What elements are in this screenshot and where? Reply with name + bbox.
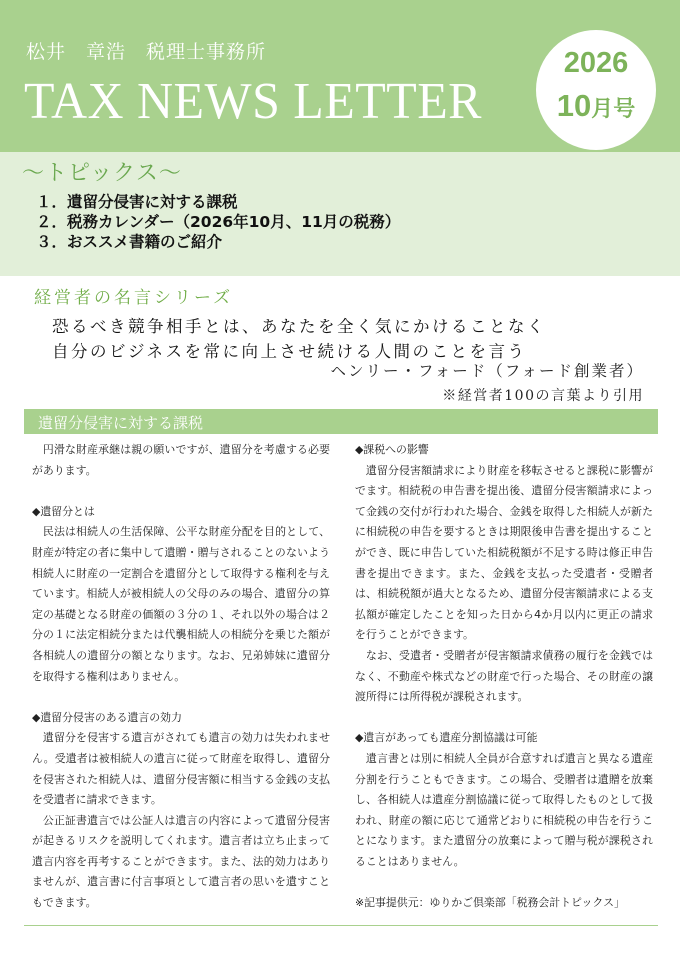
- section-title: 遺留分侵害に対する課税: [38, 414, 204, 432]
- header-banner: [0, 0, 680, 152]
- quote-author: ヘンリー・フォード（フォード創業者）: [330, 362, 644, 380]
- issue-month: [536, 88, 656, 124]
- quote-source: ※経営者100の言葉より引用: [442, 388, 644, 404]
- issue-year: 2026: [563, 47, 629, 79]
- quote-series-label: 経営者の名言シリーズ: [34, 288, 234, 308]
- article-intro: 円滑な財産承継は親の願いですが、遺留分を考慮する必要があります。: [32, 443, 330, 477]
- topics-panel: [0, 152, 680, 276]
- article-paragraph: 公正証書遺言では公証人は遺言の内容によって遺留分侵害が起きるリスクを説明してくれます。遺言者は立ち止まって遺言内容を再考することができます。また、法的効力はありませんが、遺言書に付言事項として遺言者の思いを遺すこともできます。: [32, 813, 330, 910]
- topics-title: ～トピックス～: [22, 161, 182, 186]
- article-subheading: ◆遺留分侵害のある遺言の効力: [32, 710, 182, 724]
- topic-item: ３．おススメ書籍のご紹介: [36, 233, 223, 251]
- topics-list: [36, 192, 400, 252]
- topic-item: ２．税務カレンダー（2026年10月、11月の税務）: [36, 213, 401, 231]
- article-paragraph: 遺留分を侵害する遺言がされても遺言の効力は失われません。受遺者は被相続人の遺言に従って財産を取得し、遺留分を侵害された相続人は、遺留分侵害額に相当する金銭の支払を受遺者に請求できます。: [32, 731, 330, 807]
- issue-month-number: 10: [556, 88, 592, 123]
- issue-badge: [536, 30, 656, 150]
- quote-line-1: 恐るべき競争相手とは、あなたを全く気にかけることなく: [52, 317, 546, 336]
- article-paragraph: なお、受遺者・受贈者が侵害額請求債務の履行を金銭ではなく、不動産や株式などの財産で行った場合、その財産の譲渡所得には所得税が課税されます。: [355, 648, 653, 704]
- office-name: 松井 章浩 税理士事務所: [26, 41, 267, 63]
- article-credit: ※記事提供元：ゆりかご倶楽部「税務会計トピックス」: [355, 896, 625, 910]
- section-heading-bar: [24, 409, 658, 434]
- article-paragraph: 民法は相続人の生活保障、公平な財産分配を目的として、財産が特定の者に集中して遺贈・贈与されることのないよう相続人に財産の一定割合を遺留分として取得する権利を与えています。相続人が被相続人の父母のみの場合、遺留分の算定の基礎となる財産の価額の３分の１、それ以外の場合は２分の１に法定相続分または代襲相続人の相続分を乗じた額が各相続人の遺留分の額となります。なお、兄弟姉妹に遺留分を取得する権利はありません。: [32, 525, 330, 683]
- article-paragraph: 遺留分侵害額請求により財産を移転させると課税に影響がでます。相続税の申告書を提出後、遺留分侵害額請求によって金銭の交付が行われた場合、金銭を取得した相続人が新たに相続税の申告を要するときは期限後申告書を提出することができ、既に申告していた相続税額が不足する時は修正申告書を提出できます。また、金銭を支払った受遺者・受贈者は、相続税額が過大となるため、遺留分侵害額請求による支払額が確定したことを知った日から4か月以内に更正の請求を行うことができます。: [355, 463, 653, 642]
- issue-month-suffix: 月号: [591, 97, 636, 122]
- article-subheading: ◆課税への影響: [355, 443, 429, 456]
- article-column-left: [32, 440, 330, 914]
- topic-item: １．遺留分侵害に対する課税: [36, 193, 238, 211]
- article-subheading: ◆遺言があっても遺産分割協議は可能: [355, 731, 538, 745]
- footer-divider: [24, 925, 658, 926]
- article-column-right: [355, 440, 653, 914]
- quote-line-2: 自分のビジネスを常に向上させ続ける人間のことを言う: [52, 342, 527, 361]
- article-subheading: ◆遺留分とは: [32, 504, 95, 518]
- article-paragraph: 遺言書とは別に相続人全員が合意すれば遺言と異なる遺産分割を行うこともできます。この場合、受贈者は遺贈を放棄し、各相続人は遺産分割協議に従って取得したものとして扱われ、財産の額に応じて通常どおりに相続税の申告を行うことになります。また遺留分の放棄によって贈与税が課税されることはありません。: [355, 751, 653, 868]
- newsletter-title: TAX NEWS LETTER: [24, 73, 482, 130]
